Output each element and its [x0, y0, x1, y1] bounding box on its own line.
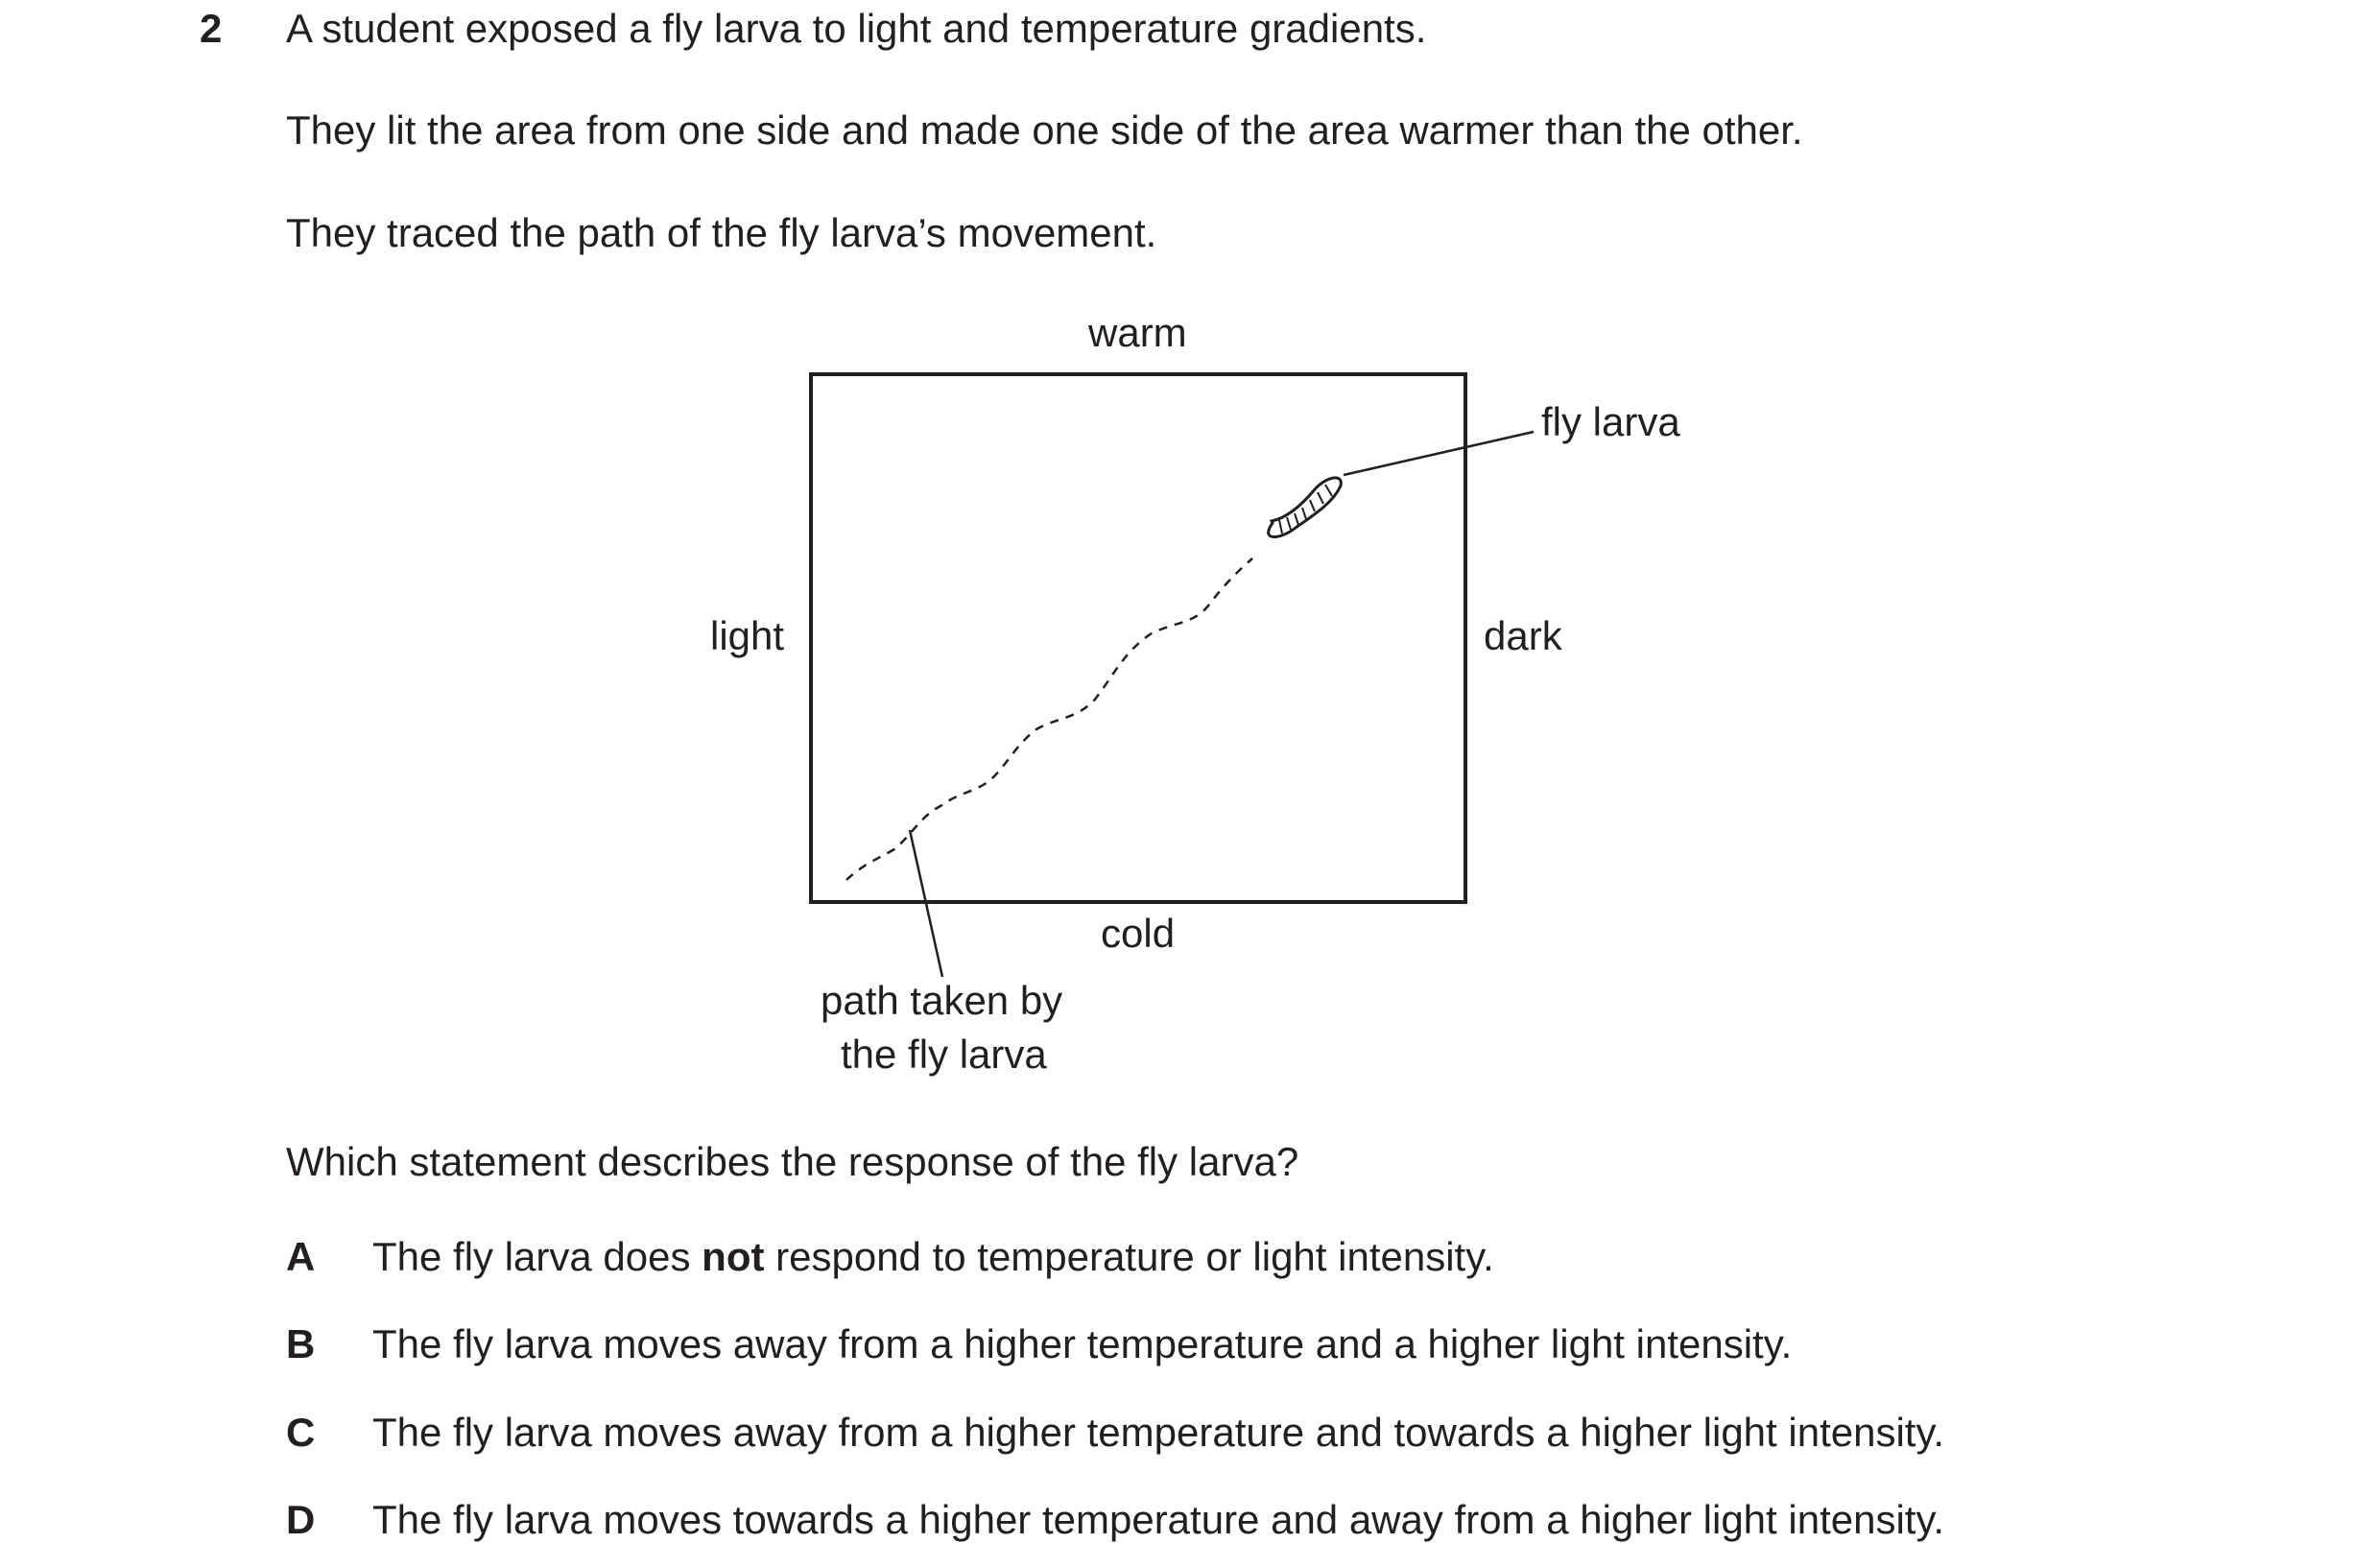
option-text: The fly larva moves towards a higher temperature and away from a higher light intensity. — [372, 1497, 1944, 1542]
label-fly-larva: fly larva — [1541, 399, 1680, 444]
option-letter: C — [286, 1410, 316, 1455]
intro-sentence-1: A student exposed a fly larva to light and temperature gradients. — [286, 6, 1427, 51]
fly-larva-icon — [1269, 478, 1342, 537]
label-cold: cold — [1101, 911, 1176, 956]
label-light: light — [710, 613, 785, 658]
option-text: The fly larva does not respond to temperature or light intensity. — [372, 1234, 1494, 1279]
question-number: 2 — [200, 6, 223, 51]
option-text: The fly larva moves away from a higher temperature and a higher light intensity. — [372, 1321, 1793, 1366]
larva-experiment-diagram — [672, 307, 1766, 1094]
emphasis-not: not — [702, 1234, 765, 1279]
larva-leader-line — [1344, 432, 1534, 475]
option-text: The fly larva moves away from a higher temperature and towards a higher light intensity. — [372, 1410, 1944, 1455]
intro-sentence-3: They traced the path of the fly larva’s movement. — [286, 210, 1157, 255]
label-path-line-1: path taken by — [821, 978, 1063, 1023]
option-letter: D — [286, 1497, 316, 1542]
question-prompt: Which statement describes the response of the fly larva? — [286, 1139, 1299, 1184]
label-dark: dark — [1484, 613, 1562, 658]
option-letter: A — [286, 1234, 316, 1279]
experiment-area-box — [811, 374, 1465, 902]
option-letter: B — [286, 1321, 316, 1366]
intro-sentence-2: They lit the area from one side and made one side of the area warmer than the other. — [286, 107, 1803, 153]
larva-path-dashed — [846, 558, 1252, 880]
label-path-line-2: the fly larva — [841, 1032, 1047, 1077]
label-warm: warm — [1088, 310, 1187, 355]
